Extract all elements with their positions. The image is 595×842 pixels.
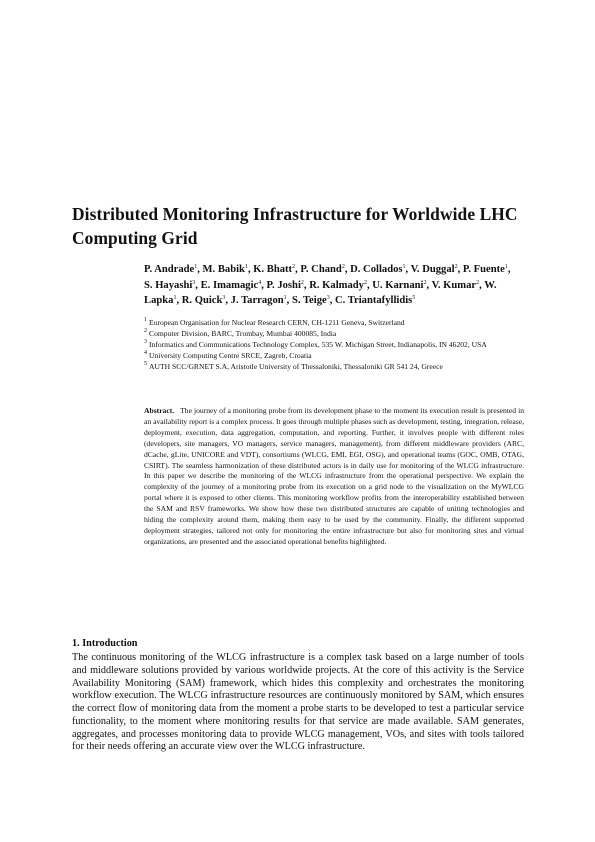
author-affiliation-marker: 3	[222, 295, 226, 302]
affiliation-item	[144, 318, 524, 329]
affiliation-number: 2	[144, 327, 147, 334]
author-name: C. Triantafyllidis	[334, 295, 413, 307]
author-name: P. Chand	[300, 264, 342, 275]
author-affiliation-marker: 2	[300, 279, 304, 286]
affiliation-number: 1	[144, 317, 147, 323]
paper-title: Distributed Monitoring Infrastructure for Worldwide LHC Computing Grid	[72, 204, 518, 248]
author-name: V. Duggal	[410, 264, 455, 275]
section-body-introduction: The continuous monitoring of the WLCG infrastructure is a complex task based on a large number of tools and middleware solutions provided by various worldwide projects. At the core of this activity is the Service Availability Monitoring (SAM) framework, which hides this complexity and orchestrates the monitoring workflow execution. The WLCG infrastructure resources are continuously monitored by SAM, which ensures the correct flow of monitoring data from the moment a probe starts to be developed to test a particular service functionality, to the moment where monitoring results for that service are made available. SAM generates, aggregates, and processes monitoring data to provide WLCG management, VOs, and sites with tools tailored for their needs offering an accurate view over the WLCG infrastructure.	[72, 652, 524, 753]
author-affiliation-marker: 1	[173, 295, 177, 302]
author-affiliation-marker: 2	[363, 279, 367, 286]
abstract-label: Abstract.	[144, 406, 175, 415]
author-name: K. Bhatt	[253, 264, 293, 275]
author-name: S. Hayashi	[144, 279, 193, 291]
author-affiliation-marker: 2	[454, 264, 458, 270]
affiliation-text: Computer Division, BARC, Trombay, Mumbai 400085, India	[149, 328, 337, 338]
author-affiliation-marker: 2	[476, 279, 480, 286]
author-affiliation-marker: 3	[192, 279, 196, 286]
affiliation-number: 4	[144, 349, 147, 356]
affiliation-item	[144, 340, 524, 351]
affiliation-number: 3	[144, 338, 147, 345]
author-affiliation-marker: 5	[412, 295, 416, 302]
author-name: J. Tarragon	[230, 295, 284, 307]
affiliation-item	[144, 362, 524, 373]
affiliation-text: AUTH SCC/GRNET S.A, Aristotle University of Thessaloniki, Thessaloniki GR 541 24, Greece	[149, 361, 443, 371]
author-name: V. Kumar	[431, 279, 477, 291]
abstract-text: The journey of a monitoring probe from its development phase to the moment its execution result is presented in an availability report is a complex process. It goes through multiple phases such as development, testing, integration, release, deployment, execution, data aggregation, computation, and reporting. Further, it involves people with different roles (developers, site managers, VO managers, service managers, management), from different middleware providers (ARC, dCache, gLite, UNICORE and VDT), consortiums (WLCG, EMI, EGI, OSG), and operational teams (GOC, OMB, OTAG, CSIRT). The seamless harmonization of these distributed actors is in daily use for monitoring of the WLCG infrastructure. In this paper we describe the monitoring of the WLCG infrastructure from the operational perspective. We explain the complexity of the journey of a monitoring probe from its execution on a grid node to the visualization on the MyWLCG portal where it is exposed to other clients. This monitoring workflow profits from the interoperability established between the SAM and RSV frameworks. We show how these two distributed structures are capable of uniting technologies and hiding the complexity around them, making them easy to be used by the community. Finally, the different supported deployment strategies, tailored not only for monitoring the entire infrastructure but also for monitoring sites and virtual organizations, are presented and the associated operational benefits highlighted.	[144, 406, 525, 546]
author-name: S. Teige	[291, 295, 327, 307]
author-name: R. Kalmady	[309, 279, 364, 291]
author-affiliation-marker: 1	[283, 295, 287, 302]
affiliation-item	[144, 329, 524, 340]
author-name: P. Andrade	[144, 264, 195, 275]
author-affiliation-marker: 4	[258, 279, 262, 286]
affiliation-text: University Computing Centre SRCE, Zagreb, Croatia	[149, 350, 312, 360]
author-affiliation-marker: 2	[341, 264, 345, 270]
affiliation-list	[144, 318, 524, 373]
author-affiliation-marker: 3	[326, 295, 330, 302]
section-heading-introduction: 1. Introduction	[72, 638, 138, 649]
affiliation-number: 5	[144, 360, 147, 367]
author-affiliation-marker: 1	[504, 264, 508, 270]
author-affiliation-marker: 2	[423, 279, 427, 286]
affiliation-text: Informatics and Communications Technology Complex, 535 W. Michigan Street, Indianapolis, IN 46202, USA	[149, 339, 487, 349]
abstract	[144, 406, 524, 548]
affiliation-item	[144, 351, 524, 362]
author-name: P. Fuente	[462, 264, 505, 275]
author-name: U. Karnani	[372, 279, 424, 291]
author-name: R. Quick	[181, 295, 223, 307]
author-affiliation-marker: 1	[194, 264, 198, 270]
author-affiliation-marker: 2	[292, 264, 296, 270]
author-name: W. Lapka	[144, 279, 497, 307]
author-name: E. Imamagic	[200, 279, 259, 291]
author-name: D. Collados	[350, 264, 403, 275]
author-affiliation-marker: 1	[244, 264, 248, 270]
author-name: P. Joshi	[266, 279, 301, 291]
author-name: M. Babik	[202, 264, 245, 275]
author-affiliation-marker: 1	[402, 264, 406, 270]
affiliation-text: European Organisation for Nuclear Research CERN, CH-1211 Geneva, Switzerland	[149, 318, 405, 327]
author-list: P. Andrade$^1$, M. Babik$^1$, K. Bhatt$^2$, P. Chand$^2$, D. Collados$^1$, V. Duggal$^2$, P. Fuente$^1$, S. Hayashi$^3$, E. Imamagic$^4$, P. Joshi$^2$, R. Kalmady$^2$, U. Karnani$^2$, V. Kumar$^2$, W. Lapka$^1$, R. Quick$^3$, J. Tarragon$^1$, S. Teige$^3$, C. Triantafyllidis$^5$	[144, 264, 511, 307]
